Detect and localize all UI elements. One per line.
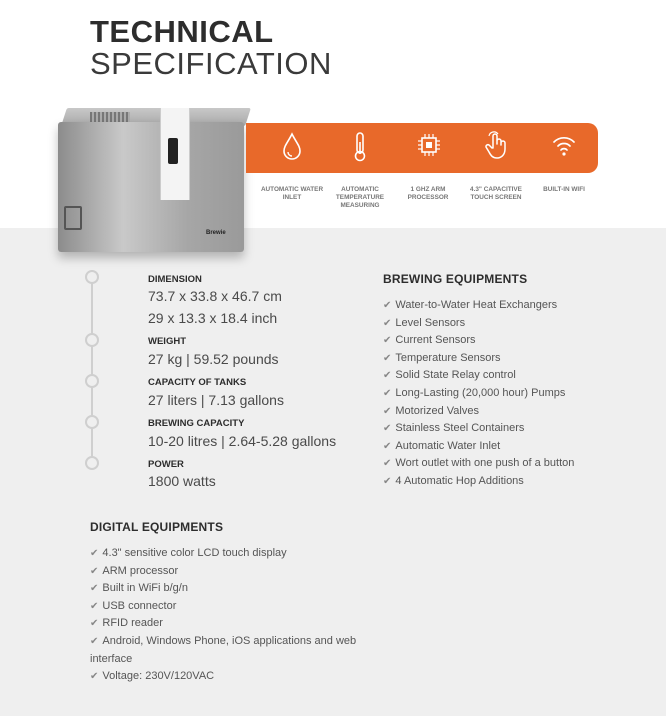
machine-socket <box>64 206 82 230</box>
check-icon: ✔ <box>90 635 99 647</box>
page-title-line2: SPECIFICATION <box>90 46 332 81</box>
check-icon: ✔ <box>383 335 392 347</box>
check-icon: ✔ <box>90 583 99 595</box>
timeline-dot <box>85 270 99 284</box>
feature-label-water-inlet: AUTOMATIC WATER INLET <box>260 186 324 201</box>
water-drop-icon <box>278 128 306 164</box>
timeline-dot <box>85 333 99 347</box>
page-title-line1: TECHNICAL <box>90 14 274 49</box>
touch-hand-icon <box>481 128 511 164</box>
list-item: ✔ Voltage: 230V/120VAC <box>90 670 215 683</box>
cpu-chip-icon <box>414 128 444 164</box>
feature-touch-screen <box>465 128 527 164</box>
list-item: ✔ Water-to-Water Heat Exchangers <box>383 299 558 311</box>
spec-heading-dimension: DIMENSION <box>148 274 202 285</box>
thermometer-icon <box>346 128 374 164</box>
check-icon: ✔ <box>90 671 99 683</box>
timeline-line <box>91 270 93 464</box>
list-item: ✔ 4 Automatic Hop Additions <box>383 474 524 487</box>
feature-label-temperature: AUTOMATIC TEMPERATURE MEASURING <box>335 186 385 209</box>
check-icon: ✔ <box>90 618 99 630</box>
feature-label-processor: 1 GHZ ARM PROCESSOR <box>407 186 449 201</box>
list-item: ✔ Android, Windows Phone, iOS applications and web interface <box>90 634 357 665</box>
spec-value-brewing-capacity: 10-20 litres | 2.64-5.28 gallons <box>148 433 337 449</box>
check-icon: ✔ <box>383 440 392 452</box>
feature-wifi <box>533 128 595 164</box>
brewing-equipments-heading: BREWING EQUIPMENTS <box>383 272 528 286</box>
spec-value-dimension-inch: 29 x 13.3 x 18.4 inch <box>148 310 278 326</box>
spec-value-weight: 27 kg | 59.52 pounds <box>148 351 279 367</box>
list-item: ✔ Current Sensors <box>383 334 476 347</box>
list-item: ✔ Built in WiFi b/g/n <box>90 582 188 595</box>
machine-vent-grill <box>90 112 130 122</box>
spec-heading-power: POWER <box>148 459 184 470</box>
timeline-dot <box>85 456 99 470</box>
feature-temperature <box>329 128 391 164</box>
check-icon: ✔ <box>383 370 392 382</box>
list-item: ✔ Level Sensors <box>383 316 466 329</box>
list-item: ✔ ARM processor <box>90 564 179 577</box>
timeline-dot <box>85 415 99 429</box>
check-icon: ✔ <box>383 352 392 364</box>
timeline-dot <box>85 374 99 388</box>
spec-heading-weight: WEIGHT <box>148 336 186 347</box>
list-item: ✔ RFID reader <box>90 617 163 630</box>
check-icon: ✔ <box>90 600 99 612</box>
list-item: ✔ 4.3" sensitive color LCD touch display <box>90 547 287 559</box>
check-icon: ✔ <box>383 475 392 487</box>
list-item: ✔ Automatic Water Inlet <box>383 439 501 452</box>
feature-water-inlet <box>261 128 323 164</box>
brewing-equipments-list <box>383 297 574 491</box>
spec-heading-brewing-capacity: BREWING CAPACITY <box>148 418 245 429</box>
spec-heading-capacity-tanks: CAPACITY OF TANKS <box>148 377 247 388</box>
list-item: ✔ Long-Lasting (20,000 hour) Pumps <box>383 386 566 399</box>
list-item: ✔ Stainless Steel Containers <box>383 422 525 435</box>
machine-logo: Brewie <box>206 230 226 236</box>
check-icon: ✔ <box>383 458 392 470</box>
list-item: ✔ Solid State Relay control <box>383 369 516 382</box>
check-icon: ✔ <box>90 548 99 559</box>
digital-equipments-heading: DIGITAL EQUIPMENTS <box>90 520 224 534</box>
machine-screen <box>168 138 178 164</box>
digital-equipments-list <box>90 545 380 686</box>
check-icon: ✔ <box>383 423 392 435</box>
list-item: ✔ USB connector <box>90 599 177 612</box>
spec-value-power: 1800 watts <box>148 473 216 489</box>
check-icon: ✔ <box>383 300 392 311</box>
check-icon: ✔ <box>383 405 392 417</box>
check-icon: ✔ <box>383 387 392 399</box>
wifi-icon <box>549 128 579 164</box>
feature-processor <box>398 128 460 164</box>
list-item: ✔ Wort outlet with one push of a button <box>383 457 575 470</box>
feature-label-touch-screen: 4.3" CAPACITIVE TOUCH SCREEN <box>470 186 522 201</box>
spec-value-dimension-cm: 73.7 x 33.8 x 46.7 cm <box>148 288 282 304</box>
check-icon: ✔ <box>90 565 99 577</box>
check-icon: ✔ <box>383 317 392 329</box>
brewie-machine-image <box>56 108 252 256</box>
list-item: ✔ Temperature Sensors <box>383 351 501 364</box>
list-item: ✔ Motorized Valves <box>383 404 479 417</box>
feature-label-wifi: BUILT-IN WIFI <box>543 186 585 193</box>
spec-value-capacity-tanks: 27 liters | 7.13 gallons <box>148 392 284 408</box>
